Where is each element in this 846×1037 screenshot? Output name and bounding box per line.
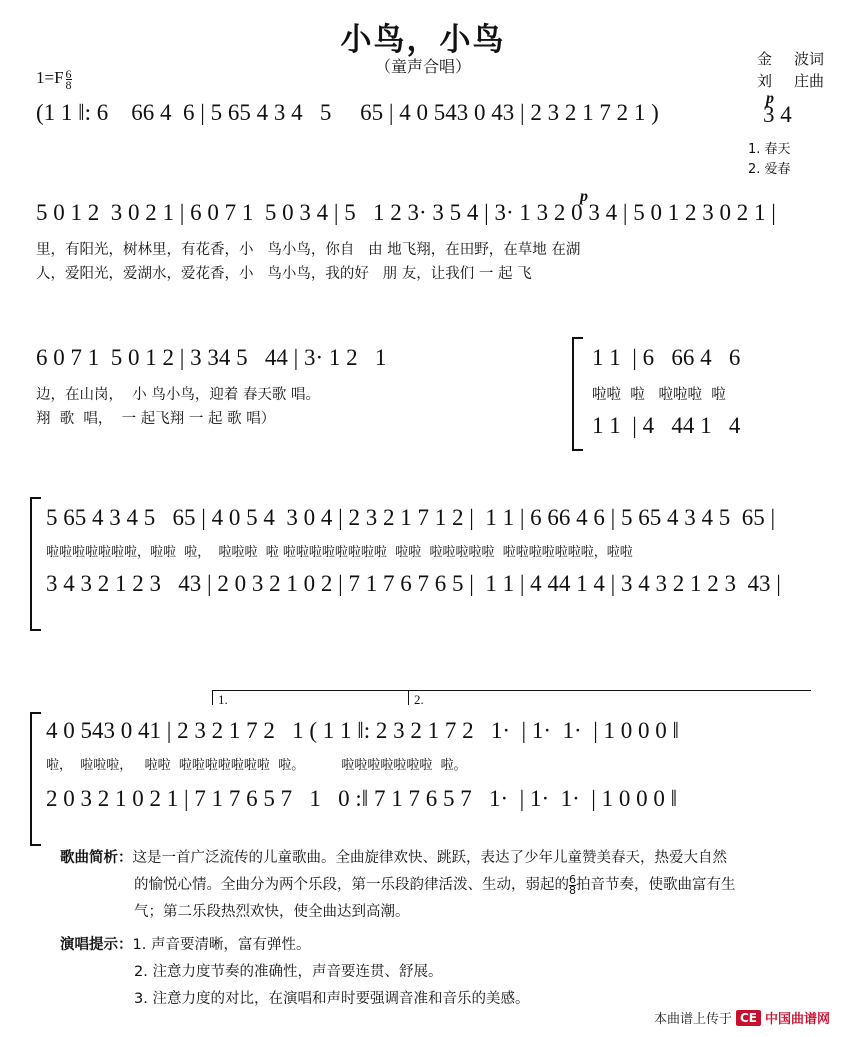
system-3-lyric-verse2: 翔 歌 唱， 一 起飞翔 一 起 歌 唱） (36, 411, 276, 427)
system-2-lyric-verse2: 人，爱阳光，爱湖水，爱花香，小 鸟小鸟，我的好 朋 友，让我们 一 起 飞 (36, 266, 532, 282)
composer-name: 刘 (756, 72, 772, 90)
watermark (654, 1008, 830, 1027)
system-3-choral-lower: 1 1 | 4 44 1 4 (592, 413, 741, 438)
key-label: 1=F (36, 68, 64, 87)
ending-2-bracket (408, 690, 811, 705)
watermark-site: 中国曲谱网 (764, 1012, 830, 1027)
system-4-upper-notes: 5 65 4 3 4 5 65 | 4 0 5 4 3 0 4 | 2 3 2 1 7 1 2 | 1 1 | 6 66 4 6 | 5 65 4 3 4 5 65 | (46, 505, 776, 530)
system-3-choral-lyric: 啦啦 啦 啦啦啦 啦 (592, 387, 726, 403)
footer-notes (60, 846, 790, 1014)
choral-bracket-1 (572, 337, 583, 451)
time-signature: $\frac{6}{8}$ (65, 66, 72, 92)
ending-2-label: 2. (414, 692, 424, 707)
analysis-line-3: 气；第二乐段热烈欢快，使全曲达到高潮。 (134, 904, 410, 920)
key-signature (36, 68, 72, 90)
page-title: 小鸟，小鸟 (340, 22, 506, 58)
analysis-meter: $\frac{6}{8}$ (569, 872, 576, 897)
lyricist-role: 波词 (793, 50, 824, 68)
verse-mark-1: 1. 春天 (748, 142, 791, 157)
site-logo-icon: CE (736, 1010, 761, 1026)
analysis-line-1 (60, 846, 790, 871)
system-4-lyric: 啦啦啦啦啦啦啦，啦啦 啦， 啦啦啦 啦 啦啦啦啦啦啦啦啦 啦啦 啦啦啦啦啦 啦啦啦啦啦啦啦，啦啦 (46, 545, 633, 560)
analysis-line-2 (60, 873, 790, 898)
system-3-choral-upper: 1 1 | 6 66 4 6 (592, 345, 741, 370)
analysis-text-2a: 的愉悦心情。全曲分为两个乐段，第一乐段韵律活泼、生动，弱起的 (134, 877, 569, 893)
system-5-lower-notes: 2 0 3 2 1 0 2 1 | 7 1 7 6 5 7 1 0 :‖ 7 1 7 6 5 7 1· | 1· 1· | 1 0 0 0 ‖ (46, 786, 678, 811)
system-2-notes: 5 0 1 2 3 0 2 1 | 6 0 7 1 5 0 3 4 | 5 1 2 3· 3 5 4 | 3· 1 3 2 0 3 4 | 5 0 1 2 3 0 2 1 | (36, 200, 776, 225)
dynamic-p-1: p (766, 90, 774, 107)
watermark-prefix: 本曲谱上传于 (653, 1012, 732, 1027)
analysis-text-2b: 拍音节奏，使歌曲富有生 (576, 877, 736, 893)
system-3-lyric-verse1: 边，在山岗， 小 鸟小鸟，迎着 春天歌 唱。 (36, 387, 321, 403)
analysis-label: 歌曲简析： (60, 850, 133, 866)
choral-bracket-3 (30, 712, 41, 846)
composer-role: 庄曲 (793, 72, 824, 90)
lyricist-name: 金 (756, 50, 772, 68)
page-subtitle: （童声合唱） (374, 57, 471, 76)
analysis-text-1: 这是一首广泛流传的儿童歌曲。全曲旋律欢快、跳跃，表达了少年儿童赞美春天，热爱大自然 (132, 850, 727, 866)
tips-text-1: 1. 声音要清晰，富有弹性。 (132, 937, 311, 953)
tips-label: 演唱提示： (60, 937, 133, 953)
system-3-notes: 6 0 7 1 5 0 1 2 | 3 34 5 44 | 3· 1 2 1 (36, 345, 387, 370)
system-1-notes: (1 1 ‖: 6 66 4 6 | 5 65 4 3 4 5 65 | 4 0 543 0 43 | 2 3 2 1 7 2 1 ) (36, 100, 659, 125)
tips-line-3: 3. 注意力度的对比，在演唱和声时要强调音准和音乐的美感。 (134, 991, 530, 1007)
tips-line-1 (60, 933, 790, 958)
ending-1-bracket (212, 690, 409, 705)
system-4-lower-notes: 3 4 3 2 1 2 3 43 | 2 0 3 2 1 0 2 | 7 1 7 6 7 6 5 | 1 1 | 4 44 1 4 | 3 4 3 2 1 2 3 43 | (46, 571, 781, 596)
system-5-upper-notes: 4 0 543 0 41 | 2 3 2 1 7 2 1 ( 1 1 ‖: 2 3 2 1 7 2 1· | 1· 1· | 1 0 0 0 ‖ (46, 718, 680, 743)
choral-bracket-2 (30, 497, 41, 631)
system-2-lyric-verse1: 里，有阳光，树林里，有花香，小 鸟小鸟，你自 由 地飞翔，在田野，在草地 在湖 (36, 242, 581, 258)
credits (757, 48, 824, 92)
system-1-pickup-notes: 3 4 (763, 102, 792, 127)
dynamic-p-2: p (580, 188, 588, 205)
verse-mark-2: 2. 爱春 (748, 162, 791, 177)
ending-1-label: 1. (218, 692, 228, 707)
system-5-lyric: 啦， 啦啦啦， 啦啦 啦啦啦啦啦啦啦 啦。 啦啦啦啦啦啦啦 啦。 (46, 758, 467, 773)
tips-line-2: 2. 注意力度节奏的准确性，声音要连贯、舒展。 (134, 964, 443, 980)
